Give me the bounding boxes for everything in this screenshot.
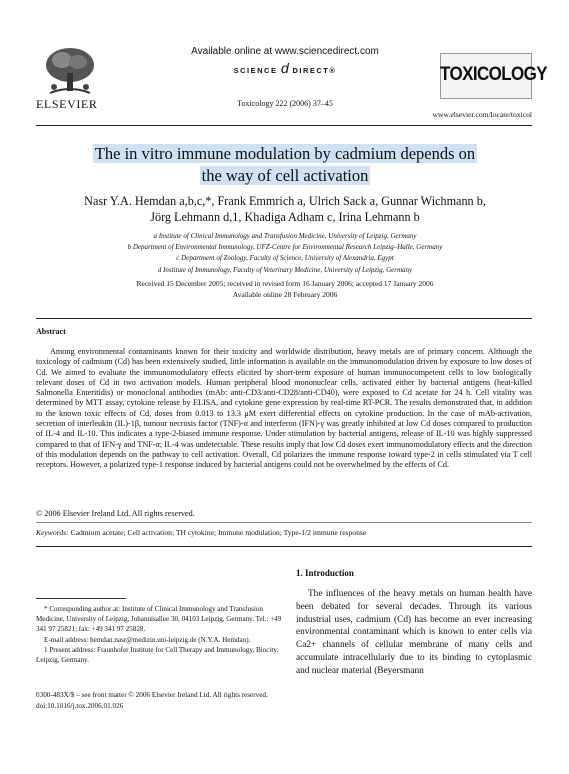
affiliation-b: b Department of Environmental Immunology, UFZ-Centre for Environmental Research Leipzig–Halle, Germany [127,243,443,252]
abstract-copyright: © 2006 Elsevier Ireland Ltd. All rights reserved. [36,509,195,518]
sciencedirect-left: SCIENCE [233,66,278,75]
authors-line-1: Nasr Y.A. Hemdan a,b,c,*, Frank Emmrich a, Ulrich Sack a, Gunnar Wichmann b, [84,194,486,208]
issn-block [36,690,268,712]
keywords-text: Cadmium acetate; Cell activation; TH cytokine; Immune modulation; Type-1/2 immune response [70,528,367,537]
front-matter-line: 0300-483X/$ – see front matter © 2006 Elsevier Ireland Ltd. All rights reserved. [36,691,268,699]
affiliations [50,231,520,276]
body-top-rule [36,546,532,547]
received-dates: Received 15 December 2005; received in revised form 16 January 2006; accepted 17 January 2006 [136,279,434,288]
section-heading-introduction: 1. Introduction [296,568,354,578]
publisher-name: ELSEVIER [36,97,98,111]
title-line-1: The in vitro immune modulation by cadmium depends on [94,144,476,163]
keywords-line [36,528,366,537]
available-online-text: Available online at www.sciencedirect.com [191,46,379,57]
journal-url: www.elsevier.com/locate/toxicol [432,110,532,119]
article-dates [50,279,520,300]
journal-name: TOXICOLOGY [440,62,548,85]
footnote-rule [36,598,126,599]
sciencedirect-at: d [281,60,289,76]
present-address-note: 1 Present address: Fraunhofer Institute for Cell Therapy and Immunology, Biocity, Leipzig, Germany. [36,645,279,665]
author-list [50,193,520,225]
doi-line: doi:10.1016/j.tox.2006.01.026 [36,702,124,710]
header-rule [36,125,532,126]
email-note: E-mail address: hemdan.nasr@medizin.uni-leipzig.de (N.Y.A. Hemdan). [44,635,251,644]
abstract-top-rule [36,318,532,319]
keywords-label: Keywords: [36,528,69,537]
introduction-text: The influences of the heavy metals on human health have been debated for several decades. Through its various industrial uses, cadmium (Cd) has become an ever increasing environmental contaminant which is known to enter cells via Ca2+ channels of cellular membrane of many cells and accumulate intracellularly due to its binding to cytoplasmic and nuclear material (Beyersmann [296,589,532,676]
keywords-rule [36,522,532,523]
article-title [60,143,510,187]
affiliation-a: a Institute of Clinical Immunology and Transfusion Medicine, University of Leipzig, Germany [153,232,417,240]
sciencedirect-logo [160,60,410,76]
abstract-heading: Abstract [36,327,66,336]
sciencedirect-right: DIRECT® [292,66,337,75]
abstract-text: Among environmental contaminants known for their toxicity and worldwide distribution, heavy metals are of primary concern. Although the toxicology of cadmium (Cd) has been extensively studied, little information is available on the immunomodulation driven by exposure to low doses of Cd. We aimed to evaluate the immunomodulatory effects elicited by short-term exposure of human immunocompetent cells to low biologically relevant doses of Cd in two activation models. Human peripheral blood mononuclear cells, activated either by bacterial antigens (heat-killed Salmonella Enteritidis) or monoclonal antibodies (mAb: anti-CD3/anti-CD28/anti-CD40), were exposed to Cd acetate for 24 h. Cell vitality was determined by MTT assay, cytokine release by ELISA, and cytokine gene expression by real-time RT-PCR. The results demonstrated that, in addition to the known toxic effects of Cd, doses from 0.013 to 13.3 μM exert differential effects on cytokine production. In the case of mAb-activation, secretion of interleukin (IL)-1β, tumour necrosis factor (TNF)-α and interferon (IFN)-γ was greatly inhibited at low Cd doses compared to production of IL-4 and IL-10. This indicates a type-2-biased immune response. Under stimulation by bacterial antigens, release of IL-10 was highly suppressed compared to that of IFN-γ and TNF-α; IL-4 was undetectable. These results imply that low Cd doses exert immunomodulatory effects and the direction of this modulation depends on the pathway to cell activation. Overall, Cd polarizes the immune response toward type-2 in cells stimulated via T cell receptors. However, a polarized type-1 response induced by bacterial antigens could not be overwhelmed by the effects of Cd. [36,347,532,470]
corresponding-author-note: * Corresponding author at: Institute of Clinical Immunology and Transfusion Medicine, University of Leipzig, Johannisallee 30, 04103 Leipzig, Germany. Tel.: +49 341 97 25821; fax: +49 341 97 25828. [36,605,282,634]
affiliation-c: c Department of Zoology, Faculty of Science, University of Alexandria, Egypt [176,254,394,263]
available-date: Available online 28 February 2006 [232,289,338,299]
affiliation-d: d Institute of Immunology, Faculty of Veterinary Medicine, University of Leipzig, Germany [157,265,413,274]
footnotes [36,604,282,665]
authors-line-2: Jörg Lehmann d,1, Khadiga Adham c, Irina Lehmann b [150,210,420,224]
elsevier-tree-logo [40,45,100,97]
title-line-2: the way of cell activation [201,166,369,185]
journal-citation: Toxicology 222 (2006) 37–45 [237,99,333,108]
